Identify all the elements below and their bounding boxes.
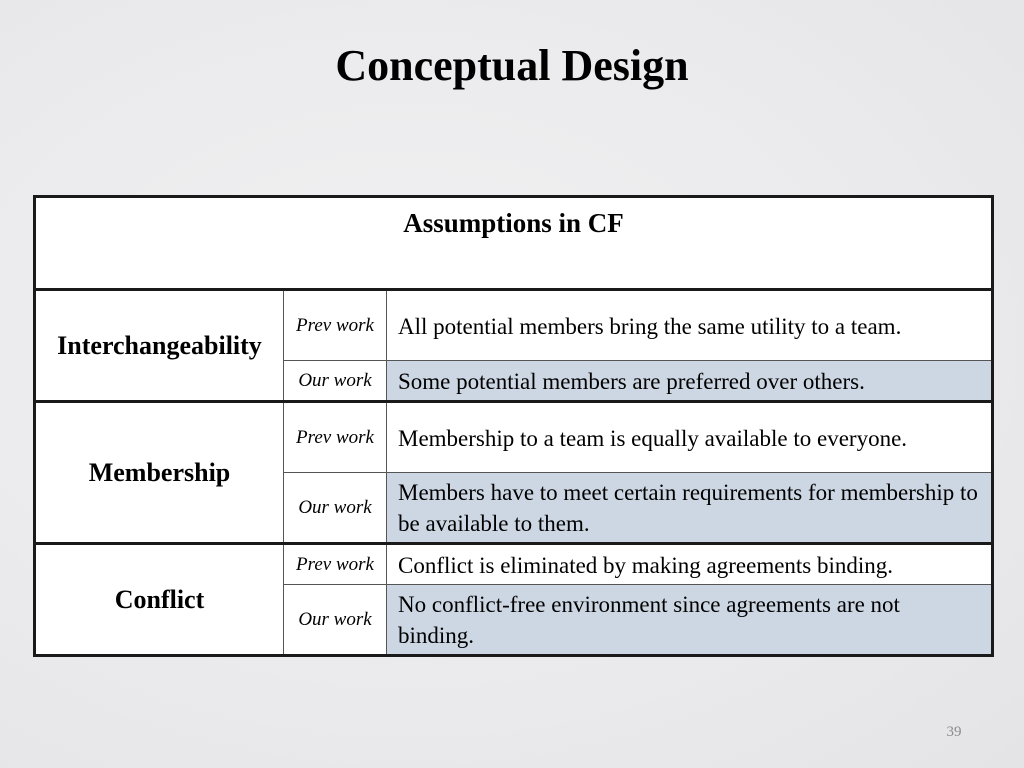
prev-work-text: Membership to a team is equally available to everyone. [387, 402, 993, 473]
table-row [35, 544, 993, 585]
our-work-text: No conflict-free environment since agreements are not binding. [387, 585, 993, 656]
our-work-text: Members have to meet certain requirements for membership to be available to them. [387, 473, 993, 544]
prev-work-label: Prev work [284, 544, 387, 585]
category-conflict: Conflict [35, 544, 284, 656]
prev-work-label: Prev work [284, 290, 387, 361]
table-row [35, 290, 993, 361]
category-membership: Membership [35, 402, 284, 544]
prev-work-text: All potential members bring the same utility to a team. [387, 290, 993, 361]
prev-work-text: Conflict is eliminated by making agreements binding. [387, 544, 993, 585]
prev-work-label: Prev work [284, 402, 387, 473]
page-number: 39 [946, 724, 962, 740]
our-work-label: Our work [284, 473, 387, 544]
table-row [35, 402, 993, 473]
assumptions-table [33, 195, 994, 657]
our-work-label: Our work [284, 585, 387, 656]
category-interchangeability: Interchangeability [35, 290, 284, 402]
our-work-text: Some potential members are preferred over others. [387, 361, 993, 402]
our-work-label: Our work [284, 361, 387, 402]
table-header-row [35, 197, 993, 290]
slide-title: Conceptual Design [335, 41, 689, 90]
table-header: Assumptions in CF [35, 197, 993, 290]
